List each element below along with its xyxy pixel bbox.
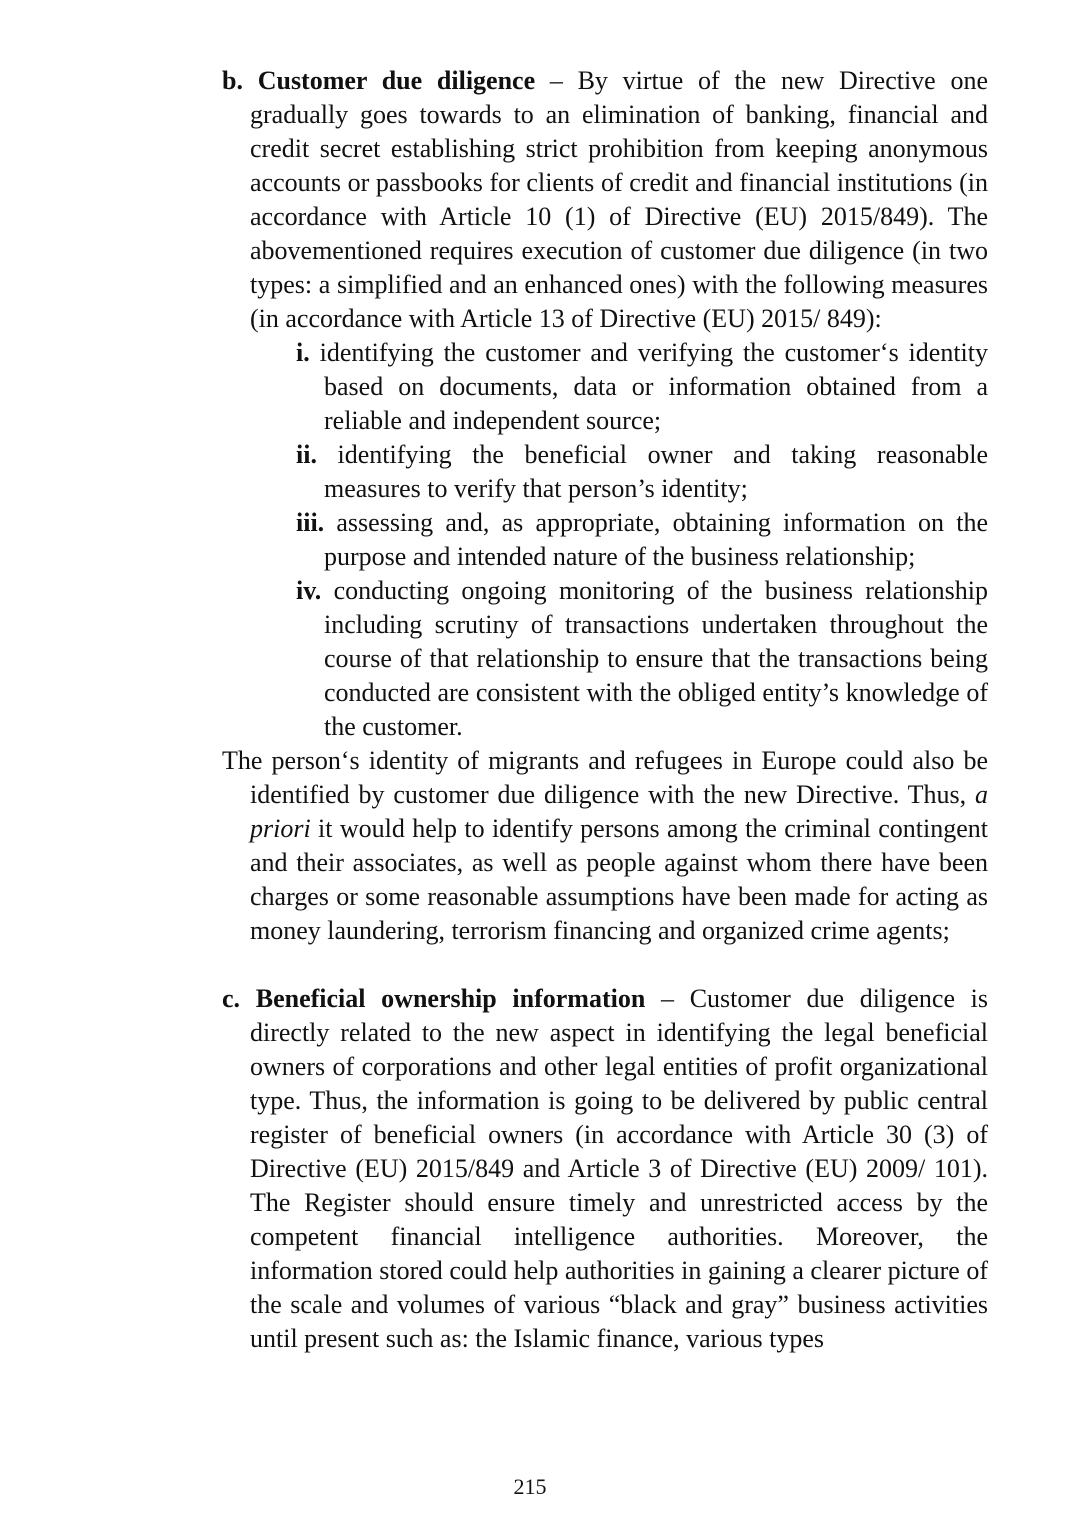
list-item (296, 506, 988, 574)
section-b-paragraph (222, 64, 988, 336)
list-item-marker: i. (296, 338, 310, 367)
list-item (296, 438, 988, 506)
list-item-text: conducting ongoing monitoring of the business relationship including scrutiny of transactions undertaken throughout the course of that relationship to ensure that the transactions being conducted are consistent with the obliged entity’s knowledge of the customer. (324, 576, 988, 741)
paragraph-spacer (222, 948, 988, 982)
section-c-dash: – (645, 984, 690, 1013)
section-b-text: By virtue of the new Directive one gradually goes towards to an elimination of banking, financial and credit secret establishing strict prohibition from keeping anonymous accounts or passbooks for clients of credit and financial institutions (in accordance with Article 10 (1) of Directive (EU) 2015/849). The abovementioned requires execution of customer due diligence (in two types: a simplified and an enhanced ones) with the following measures (in accordance with Article 13 of Directive (EU) 2015/ 849): (250, 66, 988, 333)
list-item-text: identifying the beneficial owner and taking reasonable measures to verify that person’s identity; (324, 440, 988, 503)
migrants-italic-term: a priori (250, 780, 988, 843)
section-c-heading: Beneficial ownership information (255, 984, 646, 1013)
page-body (222, 64, 988, 1356)
section-c-paragraph (222, 982, 988, 1356)
list-item-text: assessing and, as appropriate, obtaining information on the purpose and intended nature of the business relationship; (324, 508, 988, 571)
list-item (296, 574, 988, 744)
section-c-text: Customer due diligence is directly related to the new aspect in identifying the legal beneficial owners of corporations and other legal entities of profit organizational type. Thus, the information is going to be delivered by public central register of beneficial owners (in accordance with Article 30 (3) of Directive (EU) 2015/849 and Article 3 of Directive (EU) 2009/ 101). The Register should ensure timely and unrestricted access by the competent financial intelligence authorities. Moreover, the information stored could help authorities in gaining a clearer picture of the scale and volumes of various “black and gray” business activities until present such as: the Islamic finance, various types (250, 984, 989, 1353)
section-c-marker: c. (222, 984, 241, 1013)
due-diligence-measures-list (296, 336, 988, 744)
migrants-text-after: it would help to identify persons among the criminal contingent and their associates, as well as people against whom there have been charges or some reasonable assumptions have been made for acting as money laundering, terrorism financing and organized crime agents; (250, 814, 988, 945)
migrants-paragraph (222, 744, 988, 948)
section-b-marker: b. (222, 66, 243, 95)
list-item (296, 336, 988, 438)
migrants-text-before: The person‘s identity of migrants and refugees in Europe could also be identified by customer due diligence with the new Directive. Thus, (222, 746, 988, 809)
section-b-heading: Customer due diligence (257, 66, 536, 95)
list-item-marker: ii. (296, 440, 317, 469)
list-item-marker: iii. (296, 508, 325, 537)
section-b-dash: – (535, 66, 578, 95)
page-number: 215 (513, 1474, 547, 1499)
list-item-text: identifying the customer and verifying the customer‘s identity based on documents, data or information obtained from a reliable and independent source; (319, 338, 988, 435)
list-item-marker: iv. (296, 576, 322, 605)
